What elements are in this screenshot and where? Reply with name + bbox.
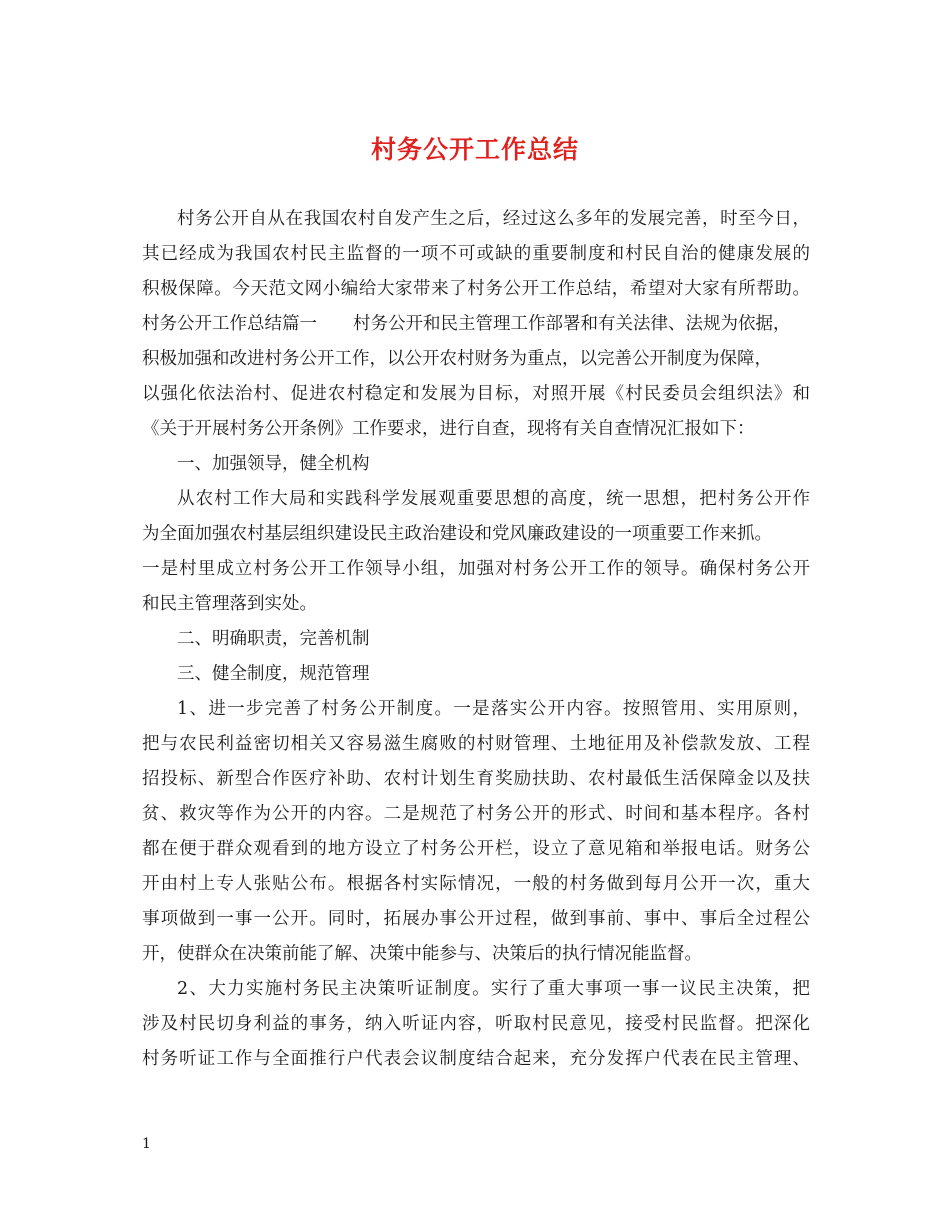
text-line: 2、大力实施村务民主决策听证制度。实行了重大事项一事一议民主决策，把 bbox=[177, 979, 810, 999]
text-line: 开，使群众在决策前能了解、决策中能参与、决策后的执行情况能监督。 bbox=[142, 944, 702, 964]
text-line: 积极加强和改进村务公开工作，以公开农村财务为重点，以完善公开制度为保障， bbox=[142, 349, 772, 369]
text-line: 为全面加强农村基层组织建设民主政治建设和党风廉政建设的一项重要工作来抓。 bbox=[142, 524, 772, 544]
document-body bbox=[142, 202, 810, 1077]
text-line: 以强化依法治村、促进农村稳定和发展为目标，对照开展《村民委员会组织法》和 bbox=[142, 384, 810, 404]
text-line-continuation: 村务公开和民主管理工作部署和有关法律、法规为依据， bbox=[353, 314, 791, 334]
text-line: 从农村工作大局和实践科学发展观重要思想的高度，统一思想，把村务公开作 bbox=[177, 489, 810, 509]
text-line: 把与农民利益密切相关又容易滋生腐败的村财管理、土地征用及补偿款发放、工程 bbox=[142, 734, 810, 754]
text-line: 1、进一步完善了村务公开制度。一是落实公开内容。按照管用、实用原则， bbox=[177, 699, 810, 719]
text-line: 三、健全制度，规范管理 bbox=[177, 664, 370, 684]
text-line: 贫、救灾等作为公开的内容。二是规范了村务公开的形式、时间和基本程序。各村 bbox=[142, 804, 810, 824]
text-line bbox=[142, 307, 810, 342]
page-number: 1 bbox=[142, 1136, 151, 1152]
text-line: 《关于开展村务公开条例》工作要求，进行自查，现将有关自查情况汇报如下： bbox=[142, 419, 755, 439]
text-line: 事项做到一事一公开。同时，拓展办事公开过程，做到事前、事中、事后全过程公 bbox=[142, 909, 810, 929]
text-line: 涉及村民切身利益的事务，纳入听证内容，听取村民意见，接受村民监督。把深化 bbox=[142, 1014, 810, 1034]
text-line: 都在便于群众观看到的地方设立了村务公开栏，设立了意见箱和举报电话。财务公 bbox=[142, 839, 810, 859]
section-heading-inline: 村务公开工作总结篇一 bbox=[142, 314, 317, 334]
text-line: 村务公开自从在我国农村自发产生之后，经过这么多年的发展完善，时至今日， bbox=[177, 209, 810, 229]
document-title: 村务公开工作总结 bbox=[370, 135, 579, 164]
text-line: 其已经成为我国农村民主监督的一项不可或缺的重要制度和村民自治的健康发展的 bbox=[142, 244, 810, 264]
text-line: 开由村上专人张贴公布。根据各村实际情况，一般的村务做到每月公开一次，重大 bbox=[142, 874, 810, 894]
text-line: 招投标、新型合作医疗补助、农村计划生育奖励扶助、农村最低生活保障金以及扶 bbox=[142, 769, 810, 789]
text-line: 二、明确职责，完善机制 bbox=[177, 629, 370, 649]
text-line: 和民主管理落到实处。 bbox=[142, 594, 317, 614]
text-line: 村务听证工作与全面推行户代表会议制度结合起来，充分发挥户代表在民主管理、 bbox=[142, 1049, 810, 1069]
text-line: 积极保障。今天范文网小编给大家带来了村务公开工作总结，希望对大家有所帮助。 bbox=[142, 279, 810, 299]
text-line: 一是村里成立村务公开工作领导小组，加强对村务公开工作的领导。确保村务公开 bbox=[142, 559, 810, 579]
text-line: 一、加强领导，健全机构 bbox=[177, 454, 370, 474]
